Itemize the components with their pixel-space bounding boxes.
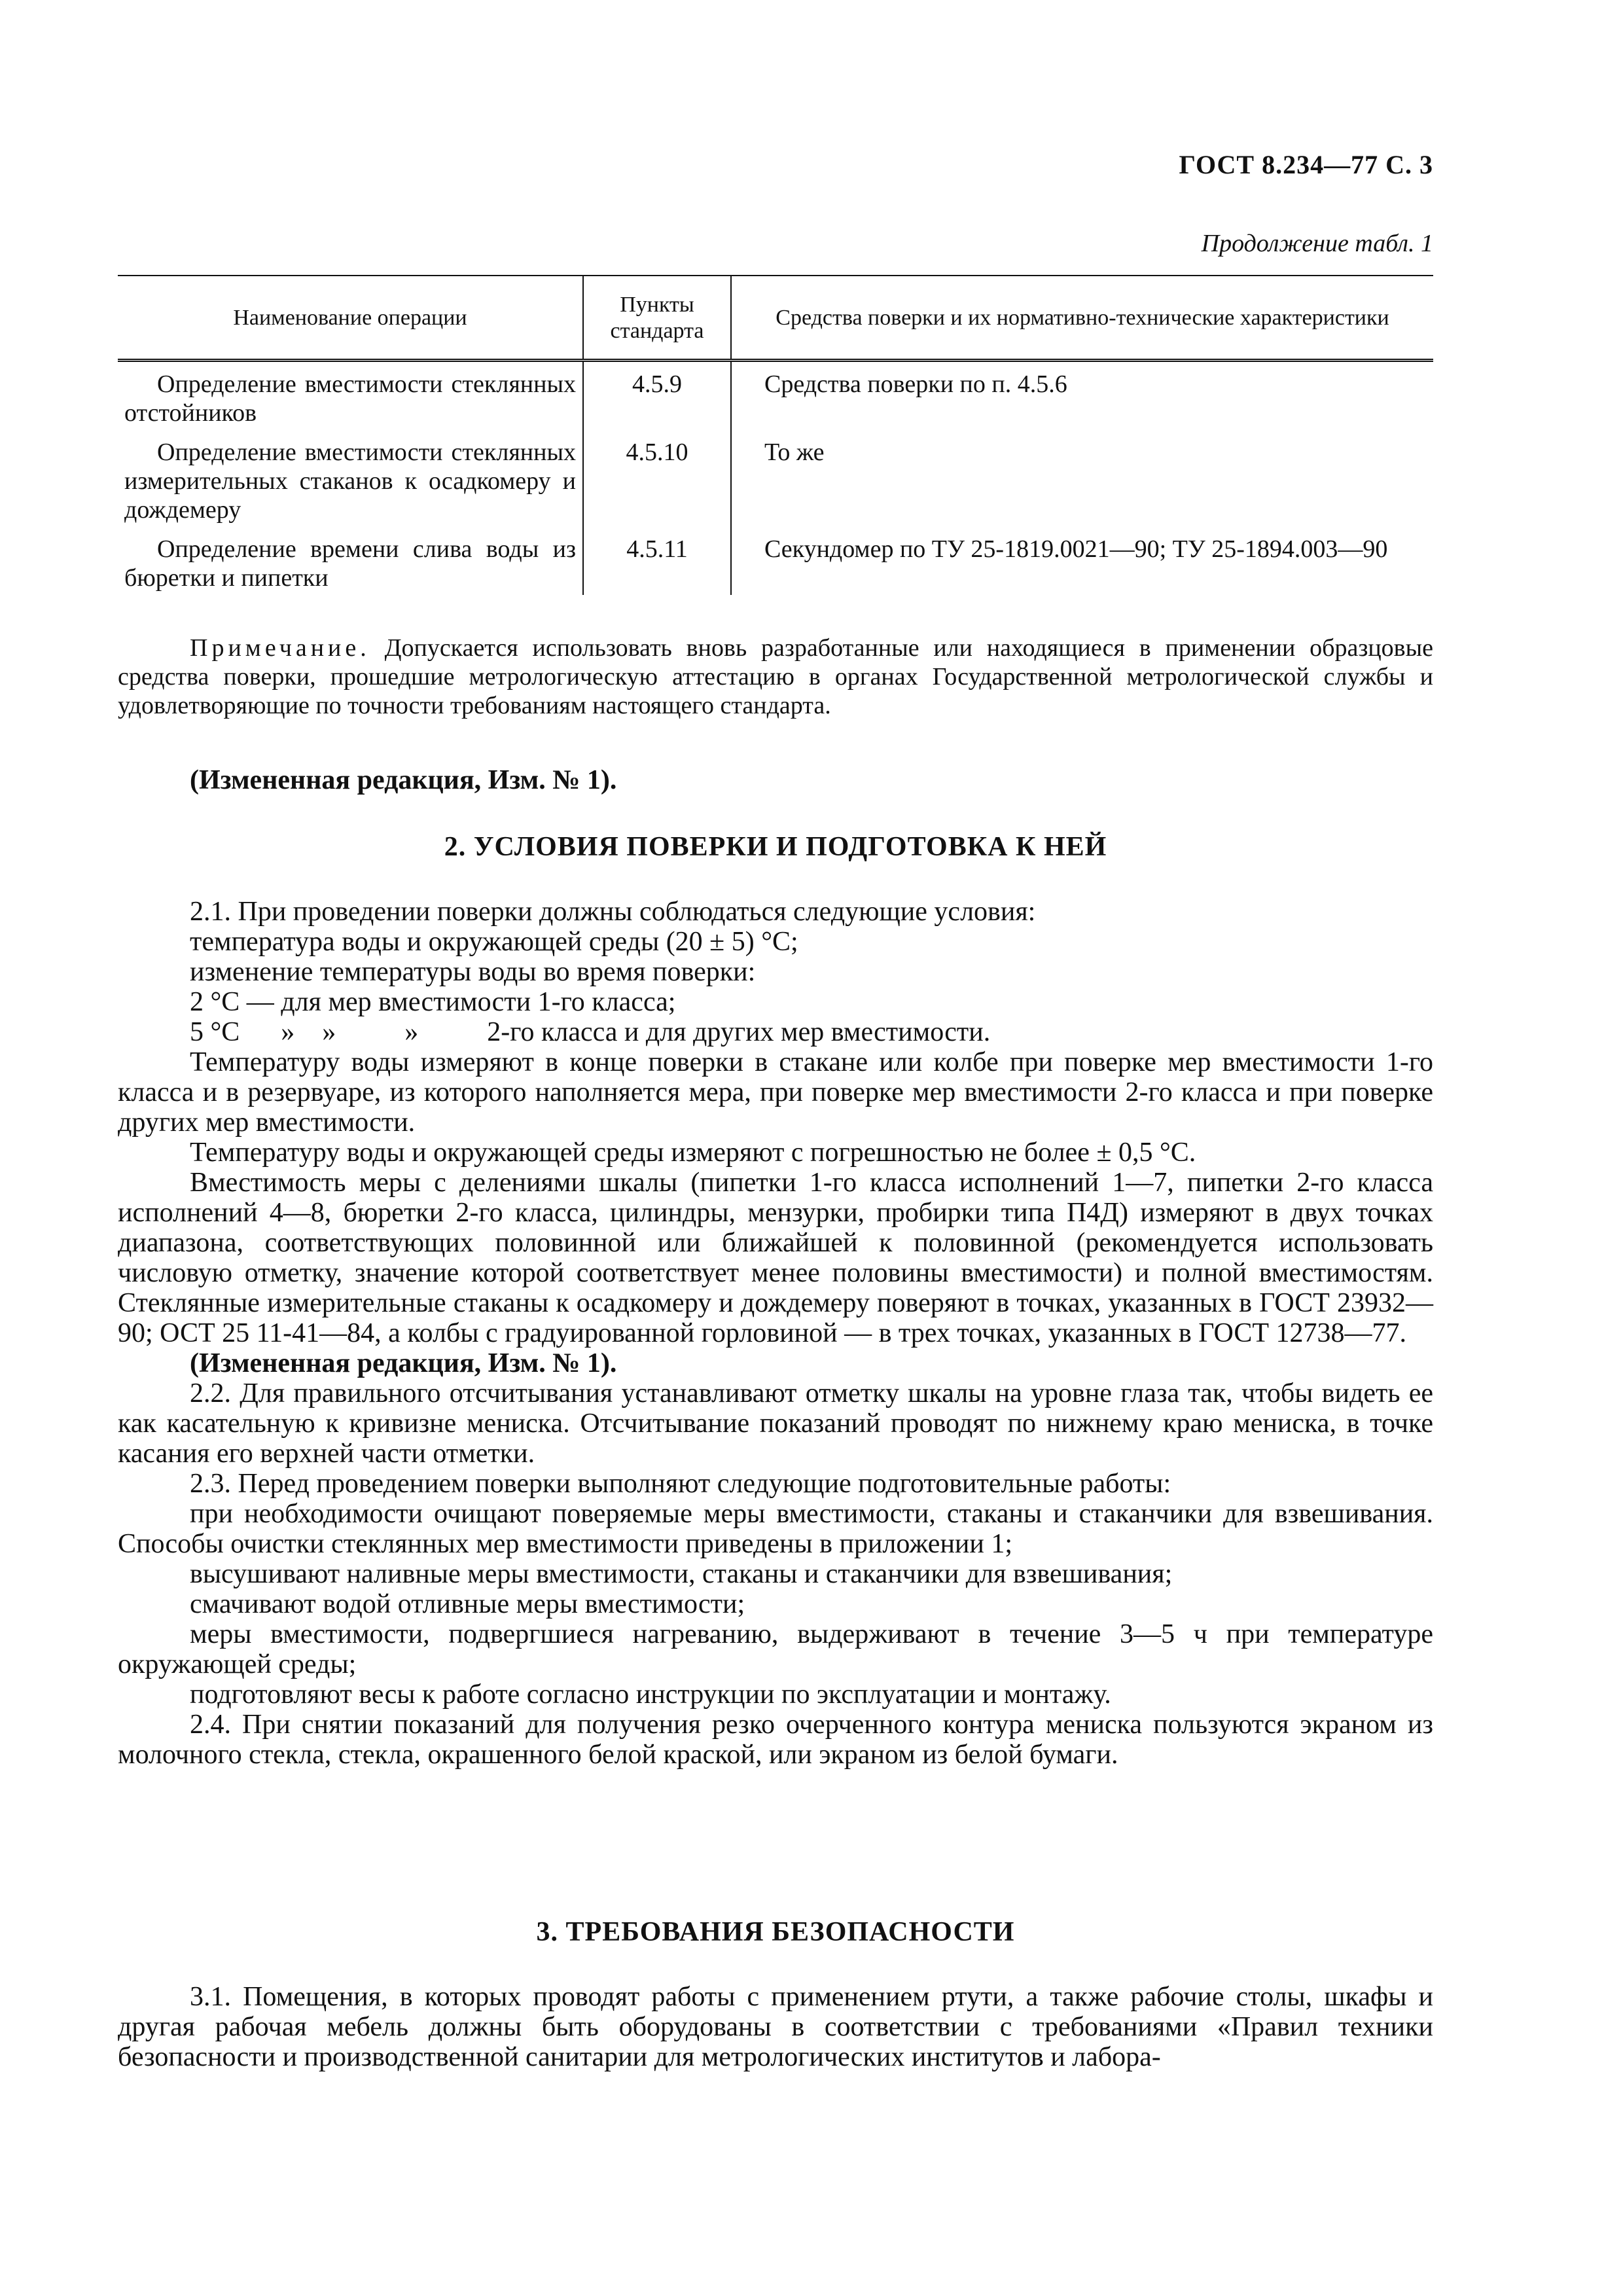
paragraph: Вместимость меры с делениями шкалы (пипетки 1-го класса исполнений 1—7, пипетки 2-го класса исполнений 4—8, бюретки 2-го класса, цилиндры, мензурки, пробирки типа П4Д) измеряют в двух точках диапазона, соответствующих половинной или ближайшей к половинной (рекомендуется использовать числовую отметку, значение которой соответствует менее половины вместимости) и полной вместимостям. Стеклянные измерительные стаканы к осадкомеру и дождемеру поверяют в точках, указанных в ГОСТ 23932—90; ОСТ 25 11-41—84, а колбы с градуированной горловиной — в трех точках, указанных в ГОСТ 12738—77. (118, 1168, 1433, 1348)
paragraph: 5 °С » » » 2-го класса и для других мер вместимости. (190, 1017, 991, 1047)
note-label: Примечание. (190, 634, 370, 662)
amendment-note: (Измененная редакция, Изм. № 1). (190, 765, 617, 795)
paragraph: меры вместимости, подвергшиеся нагреванию, выдерживают в течение 3—5 ч при температуре окружающей среды; (118, 1619, 1433, 1679)
table-continuation-label: Продолжение табл. 1 (1201, 230, 1433, 257)
clause-number: 4.5.11 (583, 527, 731, 595)
operations-table (118, 275, 1433, 595)
section-2-title: 2. УСЛОВИЯ ПОВЕРКИ И ПОДГОТОВКА К НЕЙ (444, 832, 1107, 862)
paragraph: Температуру воды и окружающей среды измеряют с погрешностью не более ± 0,5 °С. (190, 1138, 1196, 1168)
column-header-operation: Наименование операции (118, 276, 583, 361)
paragraph: высушивают наливные меры вместимости, стаканы и стаканчики для взвешивания; (190, 1559, 1173, 1589)
paragraph: 3.1. Помещения, в которых проводят работы с применением ртути, а также рабочие столы, шкафы и другая рабочая мебель должны быть оборудованы в соответствии с требованиями «Правил техники безопасности и производственной санитарии для метрологических институтов и лабора- (118, 1982, 1433, 2072)
paragraph: подготовляют весы к работе согласно инструкции по эксплуатации и монтажу. (190, 1679, 1111, 1710)
document-page (118, 0, 1433, 2296)
clause-number: 4.5.10 (583, 430, 731, 527)
verification-means: То же (764, 439, 825, 466)
table-header-row (118, 276, 1433, 361)
paragraph: 2 °С — для мер вместимости 1-го класса; (190, 987, 676, 1017)
paragraph: смачивают водой отливные меры вместимости; (190, 1589, 745, 1619)
table-row (118, 527, 1433, 595)
section-3-body (118, 1982, 1433, 2072)
verification-means: Средства поверки по п. 4.5.6 (764, 370, 1067, 398)
clause-number: 4.5.9 (583, 361, 731, 431)
section-3-title: 3. ТРЕБОВАНИЯ БЕЗОПАСНОСТИ (536, 1917, 1015, 1947)
verification-means: Секундомер по ТУ 25-1819.0021—90; ТУ 25-1894.003—90 (764, 535, 1388, 563)
column-header-clause: Пункты стандарта (583, 276, 731, 361)
paragraph: 2.1. При проведении поверки должны соблюдаться следующие условия: (190, 897, 1036, 927)
paragraph: Температуру воды измеряют в конце поверки в стакане или колбе при поверке мер вместимости 1-го класса и в резервуаре, из которого наполняется мера, при поверке мер вместимости 2-го класса и при поверке других мер вместимости. (118, 1047, 1433, 1138)
paragraph: 2.4. При снятии показаний для получения резко очерченного контура мениска пользуются экраном из молочного стекла, стекла, окрашенного белой краской, или экраном из белой бумаги. (118, 1710, 1433, 1770)
table-note (118, 634, 1433, 720)
note-text: Допускается использовать вновь разработанные или находящиеся в применении образцовые средства поверки, прошедшие метрологическую аттестацию в органах Государственной метрологической службы и удовлетворяющие по точности требованиям настоящего стандарта. (118, 634, 1434, 719)
operation-name: Определение времени слива воды из бюретки и пипетки (118, 527, 583, 595)
operation-name: Определение вместимости стеклянных измерительных стаканов к осадкомеру и дождемеру (118, 430, 583, 527)
operation-name: Определение вместимости стеклянных отстойников (118, 361, 583, 431)
table-row (118, 361, 1433, 431)
paragraph: 2.3. Перед проведением поверки выполняют следующие подготовительные работы: (190, 1469, 1171, 1499)
amendment-note: (Измененная редакция, Изм. № 1). (190, 1348, 617, 1378)
paragraph: 2.2. Для правильного отсчитывания устанавливают отметку шкалы на уровне глаза так, чтобы видеть ее как касательную к кривизне мениска. Отсчитывание показаний проводят по нижнему краю мениска, в точке касания его верхней части отметки. (118, 1378, 1433, 1469)
table-row (118, 430, 1433, 527)
paragraph: температура воды и окружающей среды (20 ± 5) °С; (190, 927, 798, 957)
document-reference: ГОСТ 8.234—77 С. 3 (1179, 150, 1433, 179)
paragraph: изменение температуры воды во время поверки: (190, 957, 756, 987)
paragraph: при необходимости очищают поверяемые меры вместимости, стаканы и стаканчики для взвешивания. Способы очистки стеклянных мер вместимости приведены в приложении 1; (118, 1499, 1433, 1559)
column-header-means: Средства поверки и их нормативно-технические характеристики (731, 276, 1433, 361)
section-2-body (118, 897, 1433, 1770)
